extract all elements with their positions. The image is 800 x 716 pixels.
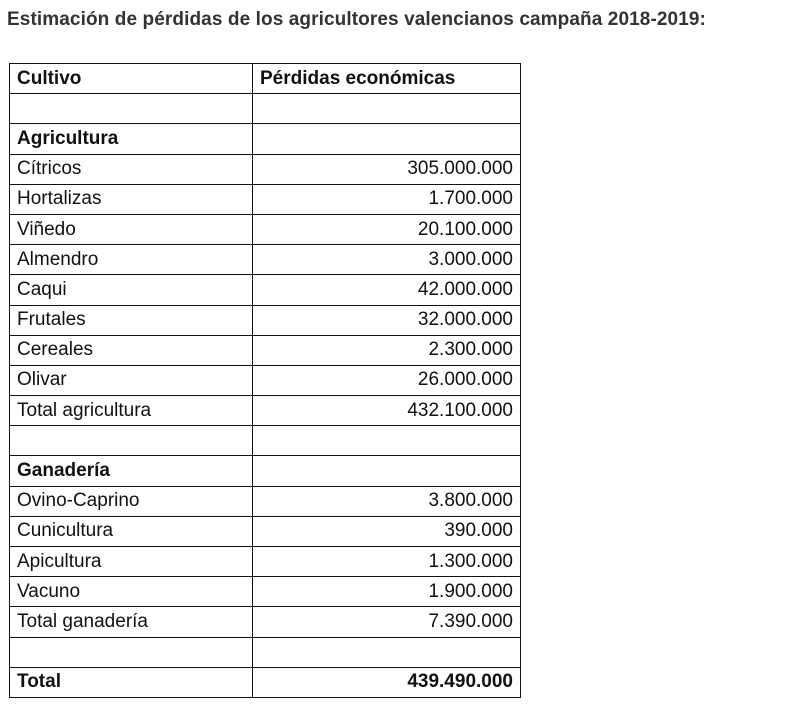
losses-table	[9, 63, 521, 698]
table-row	[10, 547, 521, 577]
spacer-row	[10, 426, 521, 456]
table-row	[10, 184, 521, 214]
subtotal-row	[10, 607, 521, 637]
table-row	[10, 577, 521, 607]
empty-cell	[253, 426, 521, 456]
crop-label: Olivar	[10, 365, 253, 395]
crop-label: Caqui	[10, 275, 253, 305]
empty-cell	[10, 426, 253, 456]
loss-value: 32.000.000	[253, 305, 521, 335]
loss-value: 42.000.000	[253, 275, 521, 305]
subtotal-label: Total ganadería	[10, 607, 253, 637]
table-row	[10, 365, 521, 395]
section-heading-row	[10, 124, 521, 154]
subtotal-row	[10, 396, 521, 426]
grand-total-value: 439.490.000	[253, 667, 521, 697]
table-row	[10, 486, 521, 516]
section-agriculture-heading: Agricultura	[10, 124, 253, 154]
table-header-row	[10, 64, 521, 94]
table-row	[10, 245, 521, 275]
header-crop: Cultivo	[10, 64, 253, 94]
crop-label: Cunicultura	[10, 516, 253, 546]
empty-cell	[253, 124, 521, 154]
loss-value: 1.700.000	[253, 184, 521, 214]
loss-value: 1.300.000	[253, 547, 521, 577]
loss-value: 2.300.000	[253, 335, 521, 365]
empty-cell	[10, 637, 253, 667]
crop-label: Cereales	[10, 335, 253, 365]
crop-label: Viñedo	[10, 214, 253, 244]
empty-cell	[253, 94, 521, 124]
loss-value: 305.000.000	[253, 154, 521, 184]
loss-value: 3.800.000	[253, 486, 521, 516]
table-row	[10, 516, 521, 546]
loss-value: 3.000.000	[253, 245, 521, 275]
loss-value: 390.000	[253, 516, 521, 546]
subtotal-value: 7.390.000	[253, 607, 521, 637]
empty-cell	[253, 637, 521, 667]
loss-value: 26.000.000	[253, 365, 521, 395]
crop-label: Apicultura	[10, 547, 253, 577]
spacer-row	[10, 637, 521, 667]
loss-value: 1.900.000	[253, 577, 521, 607]
loss-value: 20.100.000	[253, 214, 521, 244]
crop-label: Vacuno	[10, 577, 253, 607]
table-row	[10, 154, 521, 184]
table-row	[10, 214, 521, 244]
crop-label: Hortalizas	[10, 184, 253, 214]
table-row	[10, 275, 521, 305]
crop-label: Ovino-Caprino	[10, 486, 253, 516]
empty-cell	[253, 456, 521, 486]
header-losses: Pérdidas económicas	[253, 64, 521, 94]
page-title: Estimación de pérdidas de los agricultores valencianos campaña 2018-2019:	[7, 9, 706, 30]
empty-cell	[10, 94, 253, 124]
spacer-row	[10, 94, 521, 124]
crop-label: Almendro	[10, 245, 253, 275]
crop-label: Cítricos	[10, 154, 253, 184]
crop-label: Frutales	[10, 305, 253, 335]
grand-total-label: Total	[10, 667, 253, 697]
section-livestock-heading: Ganadería	[10, 456, 253, 486]
table-row	[10, 335, 521, 365]
grand-total-row	[10, 667, 521, 697]
section-heading-row	[10, 456, 521, 486]
subtotal-value: 432.100.000	[253, 396, 521, 426]
subtotal-label: Total agricultura	[10, 396, 253, 426]
table-row	[10, 305, 521, 335]
